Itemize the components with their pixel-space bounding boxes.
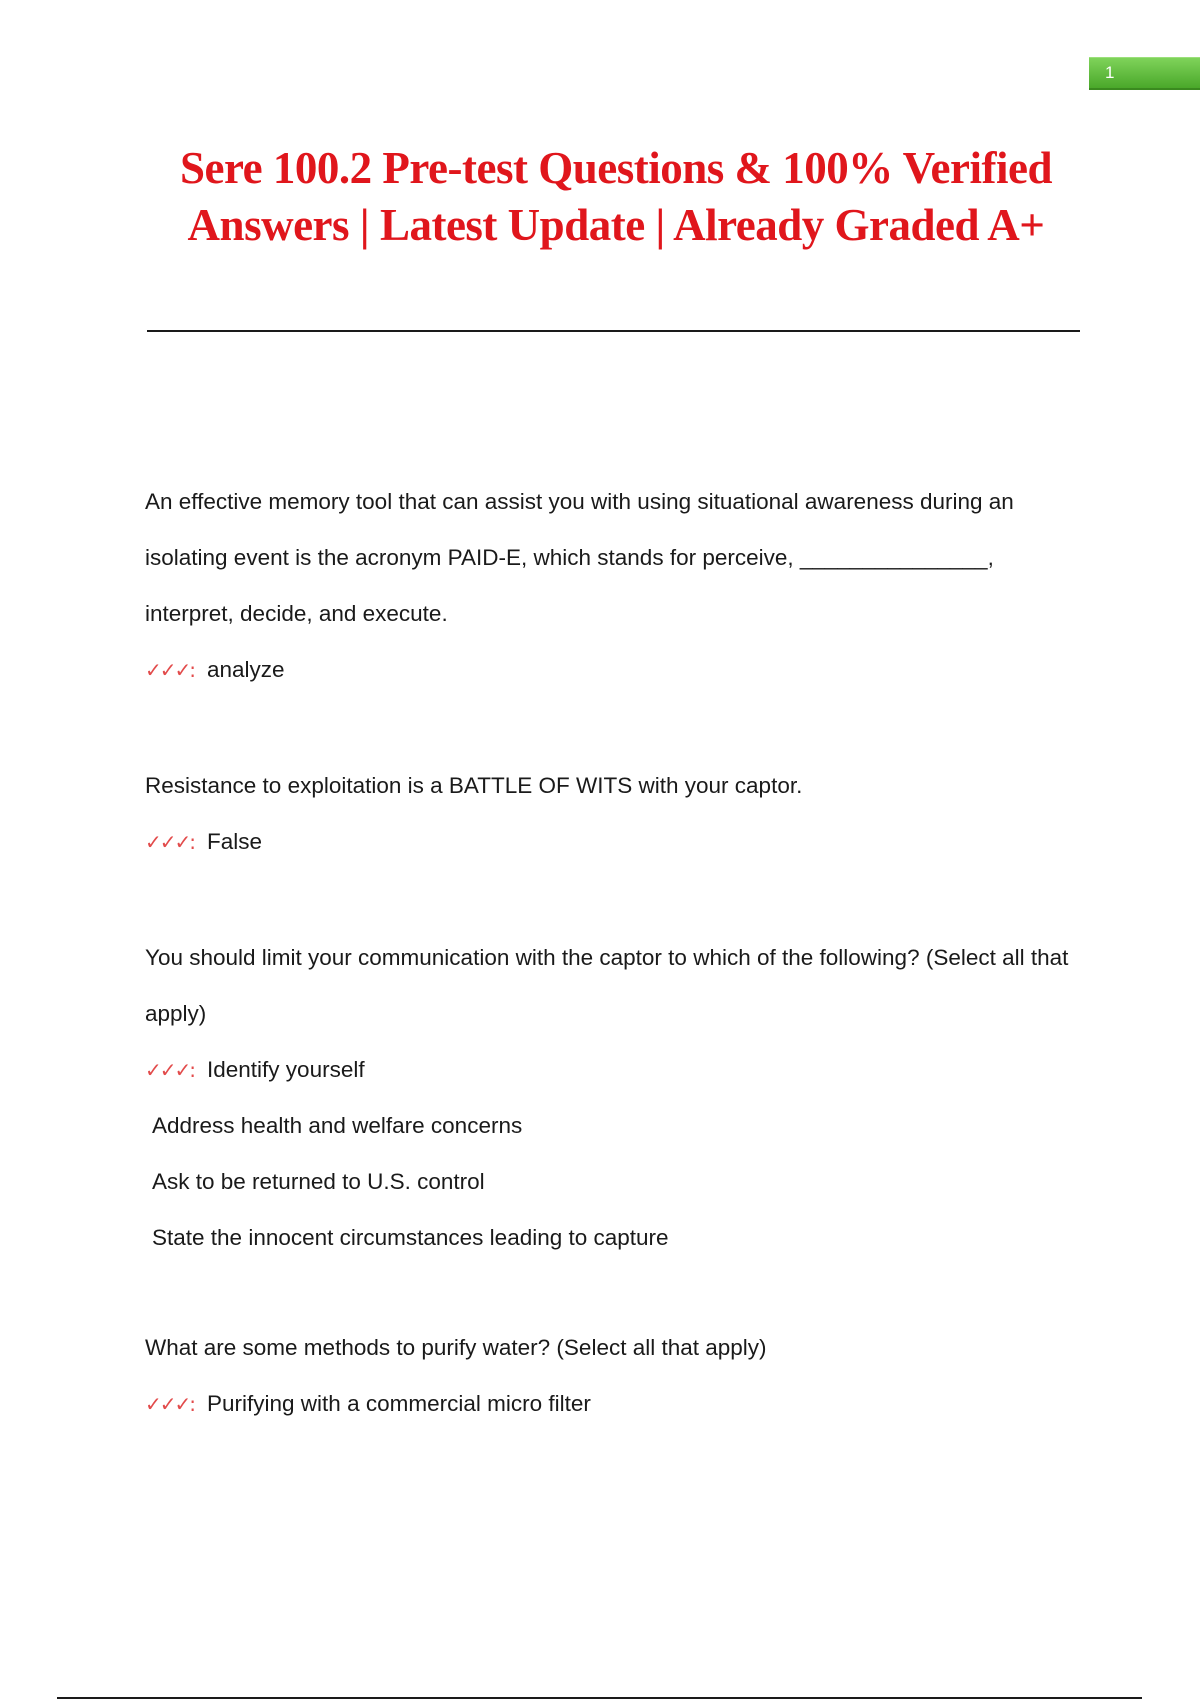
checkmark-icon: ✓✓✓: [145, 1058, 195, 1082]
answer-option: Ask to be returned to U.S. control [152, 1169, 485, 1194]
qa-list [145, 474, 1085, 1432]
answer-text: Identify yourself [207, 1057, 365, 1082]
qa-item [145, 930, 1085, 1266]
question-text: What are some methods to purify water? (Select all that apply) [145, 1335, 767, 1360]
answer-row [145, 1376, 1085, 1432]
footer-divider [57, 1697, 1142, 1699]
checkmark-icon: ✓✓✓: [145, 658, 195, 682]
qa-item [145, 474, 1085, 698]
answer-text: Purifying with a commercial micro filter [207, 1391, 591, 1416]
question-text: An effective memory tool that can assist you with using situational awareness during an isolating event is the acronym PAID-E, which stands for perceive, _______________, interpret, decide, and execute. [145, 489, 1014, 626]
answer-option: Address health and welfare concerns [152, 1113, 523, 1138]
title-divider [147, 330, 1080, 332]
answer-text: analyze [207, 657, 285, 682]
question-text: Resistance to exploitation is a BATTLE OF WITS with your captor. [145, 773, 803, 798]
checkmark-icon: ✓✓✓: [145, 1392, 195, 1416]
page-number-badge: 1 [1089, 57, 1200, 90]
answer-row [145, 642, 1085, 698]
answer-row [145, 1042, 1085, 1098]
answer-row [145, 814, 1085, 870]
answer-text: False [207, 829, 263, 854]
document-title: Sere 100.2 Pre-test Questions & 100% Verified Answers | Latest Update | Already Graded A+ [180, 143, 1052, 250]
question-text: You should limit your communication with the captor to which of the following? (Select all that apply) [145, 945, 1069, 1026]
answer-option: State the innocent circumstances leading to capture [152, 1225, 669, 1250]
qa-item [145, 1320, 1085, 1432]
qa-item [145, 758, 1085, 870]
checkmark-icon: ✓✓✓: [145, 830, 195, 854]
